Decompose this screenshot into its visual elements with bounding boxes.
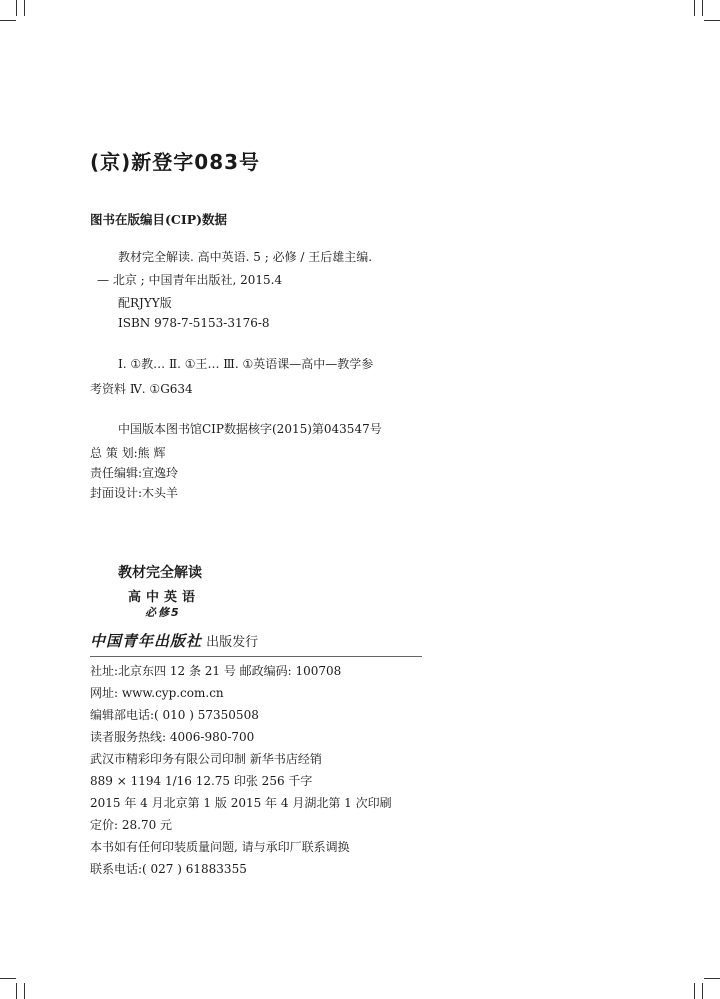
cip-line: 教材完全解读. 高中英语. 5 ; 必修 / 王后雄主编. (118, 250, 373, 264)
crop-mark-bottom-right-v2 (702, 983, 703, 999)
crop-mark-top-right-h (704, 20, 720, 21)
staff-line: 封面设计:木头羊 (90, 486, 179, 500)
crop-mark-bottom-right-h (704, 978, 720, 979)
crop-mark-top-right-v (694, 0, 695, 16)
book-subject: 高中英语 (128, 590, 201, 605)
staff-line: 责任编辑:宣逸玲 (90, 466, 179, 480)
crop-mark-top-left-v (16, 0, 17, 16)
crop-mark-bottom-right-v (694, 983, 695, 999)
publisher-suffix: 出版发行 (206, 635, 259, 650)
cip-heading: 图书在版编目(CIP)数据 (90, 212, 228, 227)
imprint-line: 网址: www.cyp.com.cn (90, 686, 224, 700)
imprint-line: 889 × 1194 1/16 12.75 印张 256 千字 (90, 774, 313, 788)
cip-line: — 北京 ; 中国青年出版社, 2015.4 (97, 273, 283, 287)
imprint-line: 联系电话:( 027 ) 61883355 (90, 862, 247, 876)
crop-mark-bottom-left-v (16, 983, 17, 999)
book-volume: 必修5 (145, 606, 181, 619)
imprint-line: 2015 年 4 月北京第 1 版 2015 年 4 月湖北第 1 次印刷 (90, 796, 392, 810)
imprint-line: 武汉市精彩印务有限公司印制 新华书店经销 (90, 752, 322, 766)
crop-mark-bottom-left-h (0, 978, 16, 979)
imprint-line: 定价: 28.70 元 (90, 818, 173, 832)
publisher-logo: 中国青年出版社 (90, 632, 203, 650)
book-title: 教材完全解读 (118, 565, 202, 581)
cip-line: 配RJYY版 (118, 296, 172, 310)
divider (90, 656, 422, 657)
staff-line: 总 策 划:熊 辉 (90, 446, 166, 460)
imprint-line: 社址:北京东四 12 条 21 号 邮政编码: 100708 (90, 664, 342, 678)
crop-mark-top-left-v2 (24, 0, 25, 16)
crop-mark-bottom-left-v2 (24, 983, 25, 999)
imprint-line: 编辑部电话:( 010 ) 57350508 (90, 708, 259, 722)
cip-line: Ⅰ. ①教… Ⅱ. ①王… Ⅲ. ①英语课—高中—教学参 (118, 357, 374, 371)
imprint-line: 本书如有任何印装质量问题, 请与承印厂联系调换 (90, 840, 350, 854)
publisher-line (90, 630, 258, 651)
cip-line: ISBN 978-7-5153-3176-8 (118, 316, 270, 330)
cip-line: 中国版本图书馆CIP数据核字(2015)第043547号 (118, 422, 382, 436)
registration-number: (京)新登字083号 (90, 150, 261, 174)
crop-mark-top-right-v2 (702, 0, 703, 16)
cip-line: 考资料 Ⅳ. ①G634 (90, 382, 193, 396)
imprint-line: 读者服务热线: 4006-980-700 (90, 730, 255, 744)
crop-mark-top-left-h (0, 20, 16, 21)
